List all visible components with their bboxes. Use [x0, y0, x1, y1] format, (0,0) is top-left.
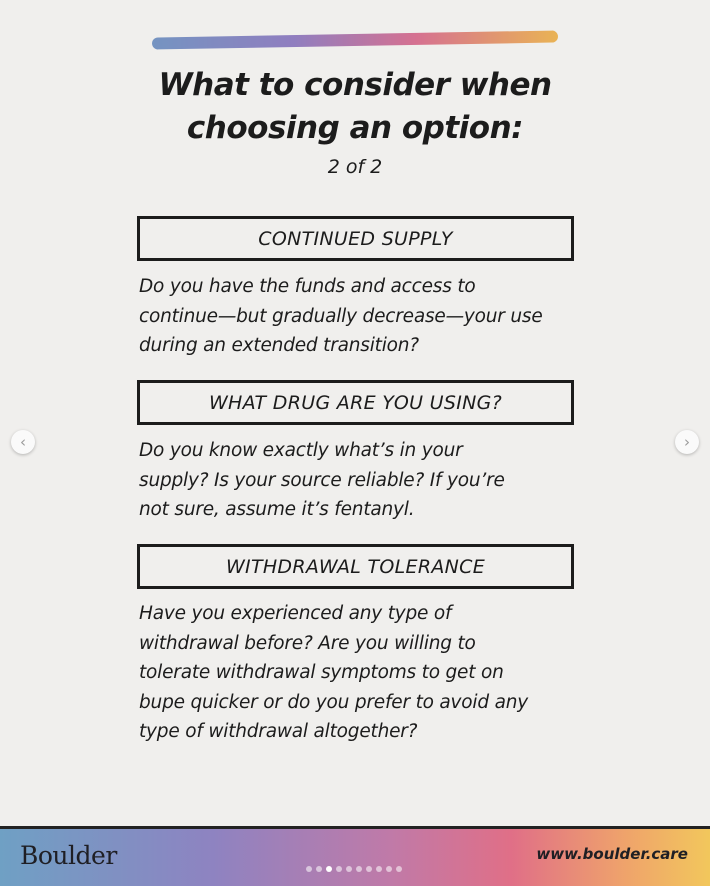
- page-counter: 2 of 2: [327, 156, 383, 178]
- body-line: Do you have the funds and access to: [139, 276, 476, 297]
- body-line: type of withdrawal altogether?: [139, 721, 418, 742]
- section-body-continued-supply: [139, 272, 579, 361]
- chevron-left-icon: ‹: [20, 433, 26, 451]
- body-line: Have you experienced any type of: [139, 603, 452, 624]
- footer-bar: [0, 826, 710, 886]
- body-line: not sure, assume it’s fentanyl.: [139, 499, 415, 520]
- carousel-next-button[interactable]: [675, 430, 699, 454]
- carousel-dot[interactable]: [316, 866, 322, 872]
- carousel-dot[interactable]: [306, 866, 312, 872]
- carousel-dot[interactable]: [326, 866, 332, 872]
- chevron-right-icon: ›: [684, 433, 690, 451]
- carousel-indicator: [306, 866, 402, 872]
- body-line: tolerate withdrawal symptoms to get on: [139, 662, 504, 683]
- carousel-dot[interactable]: [346, 866, 352, 872]
- carousel-dot[interactable]: [376, 866, 382, 872]
- decorative-brush-stroke: [152, 30, 558, 49]
- carousel-dot[interactable]: [336, 866, 342, 872]
- body-line: supply? Is your source reliable? If you’re: [139, 469, 505, 491]
- page-title: [0, 64, 710, 150]
- body-line: Do you know exactly what’s in your: [139, 440, 463, 461]
- carousel-dot[interactable]: [386, 866, 392, 872]
- section-heading-withdrawal-tolerance: WITHDRAWAL TOLERANCE: [137, 544, 574, 589]
- body-line: continue—but gradually decrease—your use: [139, 305, 543, 327]
- section-heading-continued-supply: CONTINUED SUPPLY: [137, 216, 574, 261]
- body-line: during an extended transition?: [139, 335, 419, 356]
- body-line: bupe quicker or do you prefer to avoid any: [139, 691, 528, 713]
- section-body-what-drug: [139, 436, 579, 525]
- carousel-dot[interactable]: [366, 866, 372, 872]
- body-line: withdrawal before? Are you willing to: [139, 632, 476, 654]
- title-line-1: What to consider when: [158, 67, 552, 103]
- brand-logo: Boulder: [20, 841, 117, 870]
- website-url: www.boulder.care: [536, 845, 688, 863]
- section-body-withdrawal-tolerance: [139, 599, 579, 747]
- title-line-2: choosing an option:: [186, 110, 524, 146]
- carousel-prev-button[interactable]: [11, 430, 35, 454]
- section-heading-what-drug: WHAT DRUG ARE YOU USING?: [137, 380, 574, 425]
- carousel-dot[interactable]: [396, 866, 402, 872]
- carousel-dot[interactable]: [356, 866, 362, 872]
